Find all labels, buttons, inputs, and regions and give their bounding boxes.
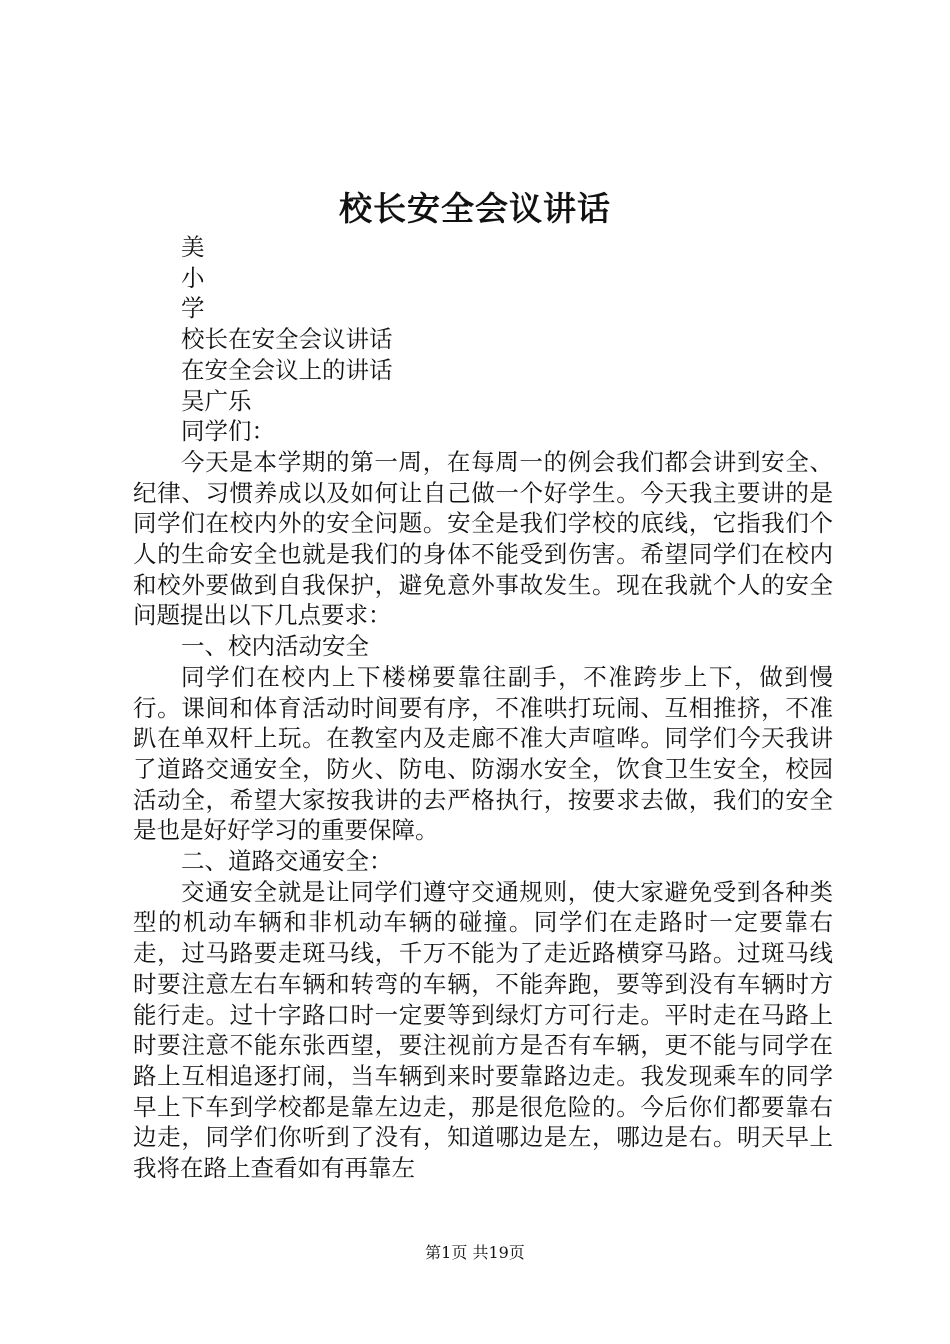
page-footer: 第1页 共19页 (425, 1243, 525, 1262)
paragraph-intro: 今天是本学期的第一周，在每周一的例会我们都会讲到安全、纪律、习惯养成以及如何让自己做一个好学生。今天我主要讲的是同学们在校内外的安全问题。安全是我们学校的底线，它指我们个人的生命安全也就是我们的身体不能受到伤害。希望同学们在校内和校外要做到自我保护，避免意外事故发生。现在我就个人的安全问题提出以下几点要求： (133, 447, 833, 630)
document-body (133, 232, 833, 1184)
paragraph-campus-safety: 同学们在校内上下楼梯要靠往副手，不准跨步上下，做到慢行。课间和体育活动时间要有序，不准哄打玩闹、互相推挤，不准趴在单双杆上玩。在教室内及走廊不准大声喧哗。同学们今天我讲了道路交通安全，防火、防电、防溺水安全，饮食卫生安全，校园活动全，希望大家按我讲的去严格执行，按要求去做，我们的安全是也是好好学习的重要保障。 (133, 662, 833, 845)
section-heading-traffic: 二、道路交通安全： (181, 847, 393, 876)
header-line: 美 (181, 233, 205, 261)
document-title: 校长安全会议讲话 (339, 189, 611, 228)
subtitle-line: 校长在安全会议讲话 (181, 325, 393, 354)
author-name: 吴广乐 (181, 386, 252, 415)
header-line: 小 (181, 263, 205, 292)
subtitle-line: 在安全会议上的讲话 (181, 355, 393, 384)
paragraph-traffic-safety: 交通安全就是让同学们遵守交通规则，使大家避免受到各种类型的机动车辆和非机动车辆的碰撞。同学们在走路时一定要靠右走，过马路要走斑马线，千万不能为了走近路横穿马路。过斑马线时要注意左右车辆和转弯的车辆，不能奔跑，要等到没有车辆时方能行走。过十字路口时一定要等到绿灯方可行走。平时走在马路上时要注意不能东张西望，要注视前方是否有车辆，更不能与同学在路上互相追逐打闹，当车辆到来时要靠路边走。我发现乘车的同学早上下车到学校都是靠左边走，那是很危险的。今后你们都要靠右边走，同学们你听到了没有，知道哪边是左，哪边是右。明天早上我将在路上查看如有再靠左 (133, 877, 833, 1183)
section-heading-campus: 一、校内活动安全 (181, 632, 369, 661)
header-line: 学 (181, 294, 205, 323)
salutation: 同学们： (181, 417, 275, 446)
